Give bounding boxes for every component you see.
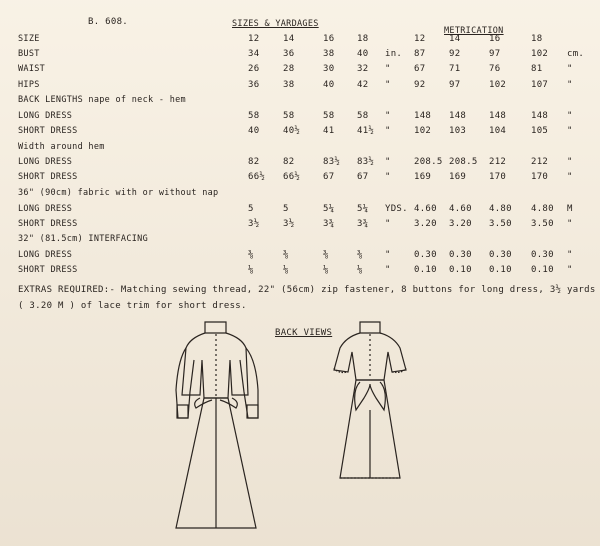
table-cell: 5¼ <box>323 204 335 214</box>
table-cell: 81 <box>531 64 543 74</box>
table-cell: 12 <box>248 34 260 44</box>
table-cell: 0.30 <box>414 250 437 260</box>
table-cell: YDS. <box>385 204 408 214</box>
table-cell: " <box>385 126 391 136</box>
table-cell: 14 <box>283 34 295 44</box>
table-cell: 3½ <box>283 219 295 229</box>
row-label: WAIST <box>18 64 46 74</box>
row-label: BACK LENGTHS nape of neck - hem <box>18 95 186 105</box>
table-cell: 4.80 <box>531 204 554 214</box>
table-cell: 148 <box>449 111 467 121</box>
table-cell: 148 <box>414 111 432 121</box>
table-cell: 4.80 <box>489 204 512 214</box>
table-cell: 3.20 <box>414 219 437 229</box>
table-cell: 42 <box>357 80 369 90</box>
table-cell: 83½ <box>323 157 341 167</box>
row-label: SIZE <box>18 34 40 44</box>
table-cell: 18 <box>531 34 543 44</box>
metrication-header: METRICATION <box>444 26 504 36</box>
table-cell: 170 <box>489 172 507 182</box>
table-cell: 148 <box>489 111 507 121</box>
table-cell: cm. <box>567 49 585 59</box>
table-cell: 208.5 <box>449 157 478 167</box>
table-cell: 41 <box>323 126 335 136</box>
back-views-label: BACK VIEWS <box>275 328 333 338</box>
table-cell: 169 <box>449 172 467 182</box>
table-cell: " <box>567 126 573 136</box>
table-cell: 82 <box>248 157 260 167</box>
table-cell: 3.20 <box>449 219 472 229</box>
table-cell: 38 <box>283 80 295 90</box>
table-cell: 32 <box>357 64 369 74</box>
row-label: BUST <box>18 49 40 59</box>
doc-ref: B. 608. <box>88 17 129 27</box>
table-cell: 212 <box>489 157 507 167</box>
table-cell: 3.50 <box>531 219 554 229</box>
table-cell: 87 <box>414 49 426 59</box>
table-cell: ⅜ <box>323 250 329 260</box>
table-cell: 41½ <box>357 126 375 136</box>
sizes-header: SIZES & YARDAGES <box>232 19 319 29</box>
row-label: SHORT DRESS <box>18 172 78 182</box>
table-cell: 3.50 <box>489 219 512 229</box>
table-cell: 0.10 <box>414 265 437 275</box>
table-cell: ⅛ <box>357 265 363 275</box>
table-cell: 0.10 <box>489 265 512 275</box>
table-cell: 58 <box>357 111 369 121</box>
table-cell: 92 <box>414 80 426 90</box>
table-cell: 208.5 <box>414 157 443 167</box>
row-label: LONG DRESS <box>18 111 73 121</box>
table-cell: ⅜ <box>248 250 254 260</box>
table-cell: 12 <box>414 34 426 44</box>
table-cell: 16 <box>323 34 335 44</box>
table-cell: " <box>385 172 391 182</box>
table-cell: 36 <box>283 49 295 59</box>
row-label: SHORT DRESS <box>18 219 78 229</box>
table-cell: 67 <box>323 172 335 182</box>
table-cell: 40 <box>323 80 335 90</box>
table-cell: " <box>567 219 573 229</box>
long-dress-drawing <box>176 322 258 528</box>
table-cell: 36 <box>248 80 260 90</box>
table-cell: 28 <box>283 64 295 74</box>
table-cell: 34 <box>248 49 260 59</box>
row-label: Width around hem <box>18 142 105 152</box>
table-cell: 4.60 <box>449 204 472 214</box>
table-cell: 76 <box>489 64 501 74</box>
table-cell: 102 <box>489 80 507 90</box>
row-label: 36" (90cm) fabric with or without nap <box>18 188 219 198</box>
table-cell: 148 <box>531 111 549 121</box>
row-label: SHORT DRESS <box>18 265 78 275</box>
table-cell: 40½ <box>283 126 301 136</box>
table-cell: 102 <box>531 49 549 59</box>
table-cell: ⅜ <box>357 250 363 260</box>
table-cell: 67 <box>414 64 426 74</box>
table-cell: " <box>567 64 573 74</box>
row-label: HIPS <box>18 80 40 90</box>
table-cell: M <box>567 204 573 214</box>
row-label: LONG DRESS <box>18 157 73 167</box>
table-cell: " <box>385 265 391 275</box>
table-cell: ⅜ <box>283 250 289 260</box>
table-cell: 169 <box>414 172 432 182</box>
table-cell: 3½ <box>248 219 260 229</box>
table-cell: 40 <box>248 126 260 136</box>
table-cell: 26 <box>248 64 260 74</box>
table-cell: ⅛ <box>323 265 329 275</box>
table-cell: 0.30 <box>531 250 554 260</box>
table-cell: 102 <box>414 126 432 136</box>
table-cell: 18 <box>357 34 369 44</box>
table-cell: 3¾ <box>323 219 335 229</box>
table-cell: 83½ <box>357 157 375 167</box>
table-cell: 105 <box>531 126 549 136</box>
table-cell: 5 <box>248 204 254 214</box>
table-cell: " <box>385 64 391 74</box>
table-cell: 82 <box>283 157 295 167</box>
table-cell: " <box>385 111 391 121</box>
table-cell: " <box>385 80 391 90</box>
table-cell: 58 <box>248 111 260 121</box>
table-cell: 104 <box>489 126 507 136</box>
table-cell: " <box>385 157 391 167</box>
table-cell: 5 <box>283 204 289 214</box>
row-label: LONG DRESS <box>18 250 73 260</box>
table-cell: " <box>385 219 391 229</box>
table-cell: " <box>385 250 391 260</box>
table-cell: " <box>567 250 573 260</box>
row-label: 32" (81.5cm) INTERFACING <box>18 234 149 244</box>
table-cell: " <box>567 157 573 167</box>
table-cell: 30 <box>323 64 335 74</box>
table-cell: 58 <box>323 111 335 121</box>
table-cell: ⅛ <box>283 265 289 275</box>
table-cell: 14 <box>449 34 461 44</box>
table-cell: 66½ <box>283 172 301 182</box>
short-dress-drawing <box>334 322 406 478</box>
table-cell: 97 <box>489 49 501 59</box>
table-cell: 212 <box>531 157 549 167</box>
table-cell: ⅛ <box>248 265 254 275</box>
table-cell: 66½ <box>248 172 266 182</box>
table-cell: 3¾ <box>357 219 369 229</box>
row-label: LONG DRESS <box>18 204 73 214</box>
table-cell: " <box>567 172 573 182</box>
table-cell: " <box>567 111 573 121</box>
table-cell: 4.60 <box>414 204 437 214</box>
table-cell: 103 <box>449 126 467 136</box>
extras-line-1: EXTRAS REQUIRED:- Matching sewing thread, 22" (56cm) zip fastener, 8 buttons for long dress, 3½ yards <box>18 285 596 295</box>
table-cell: 58 <box>283 111 295 121</box>
table-cell: " <box>567 80 573 90</box>
table-cell: 5¼ <box>357 204 369 214</box>
table-cell: 40 <box>357 49 369 59</box>
table-cell: 0.30 <box>489 250 512 260</box>
table-cell: 38 <box>323 49 335 59</box>
table-cell: in. <box>385 49 403 59</box>
table-cell: 0.10 <box>449 265 472 275</box>
table-cell: 67 <box>357 172 369 182</box>
table-cell: 170 <box>531 172 549 182</box>
table-cell: 16 <box>489 34 501 44</box>
table-cell: 0.10 <box>531 265 554 275</box>
table-cell: 107 <box>531 80 549 90</box>
table-cell: 71 <box>449 64 461 74</box>
row-label: SHORT DRESS <box>18 126 78 136</box>
table-cell: " <box>567 265 573 275</box>
table-cell: 92 <box>449 49 461 59</box>
table-cell: 0.30 <box>449 250 472 260</box>
extras-line-2: ( 3.20 M ) of lace trim for short dress. <box>18 301 247 311</box>
table-cell: 97 <box>449 80 461 90</box>
